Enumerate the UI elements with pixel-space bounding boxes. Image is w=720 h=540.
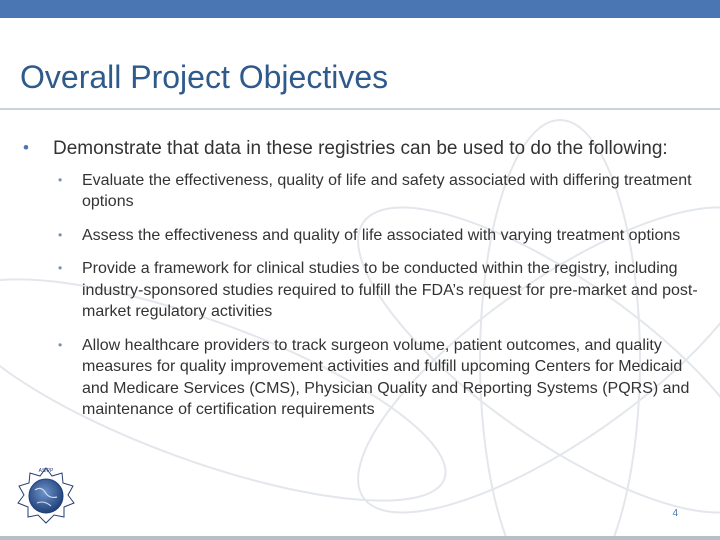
list-item (20, 138, 708, 160)
sub-bullet-list (58, 170, 708, 421)
bullet-dot-icon: • (58, 172, 63, 187)
slide-title: Overall Project Objectives (20, 59, 389, 95)
sub-bullet-text: Allow healthcare providers to track surgeon volume, patient outcomes, and quality measures for quality improvement activities and fulfill upcoming Centers for Medicaid and Medicare Services (CMS), Physician Quality and Reporting Systems (PQRS) and maintenance of certification requirements (82, 336, 690, 419)
list-item (58, 258, 708, 323)
bullet-list (20, 138, 708, 433)
bullet-text: Demonstrate that data in these registries can be used to do the following: (53, 138, 668, 159)
bottom-accent-bar (0, 536, 720, 540)
organization-globe-logo (11, 466, 81, 526)
bullet-dot-icon: • (23, 138, 29, 157)
sub-bullet-text: Evaluate the effectiveness, quality of life and safety associated with differing treatment options (82, 171, 692, 211)
list-item (58, 170, 708, 213)
bullet-dot-icon: • (58, 337, 63, 352)
bullet-dot-icon: • (58, 227, 63, 242)
sub-bullet-text: Provide a framework for clinical studies to be conducted within the registry, including industry-sponsored studies required to fulfill the FDA’s request for pre-market and post-market regulatory activities (82, 260, 698, 321)
top-accent-bar (0, 0, 720, 18)
sub-bullet-text: Assess the effectiveness and quality of life associated with varying treatment options (82, 226, 681, 244)
list-item (58, 335, 708, 421)
list-item (58, 225, 708, 247)
logo-text: ASIPP (38, 468, 54, 474)
bullet-dot-icon: • (58, 261, 63, 276)
page-number: 4 (672, 508, 678, 519)
